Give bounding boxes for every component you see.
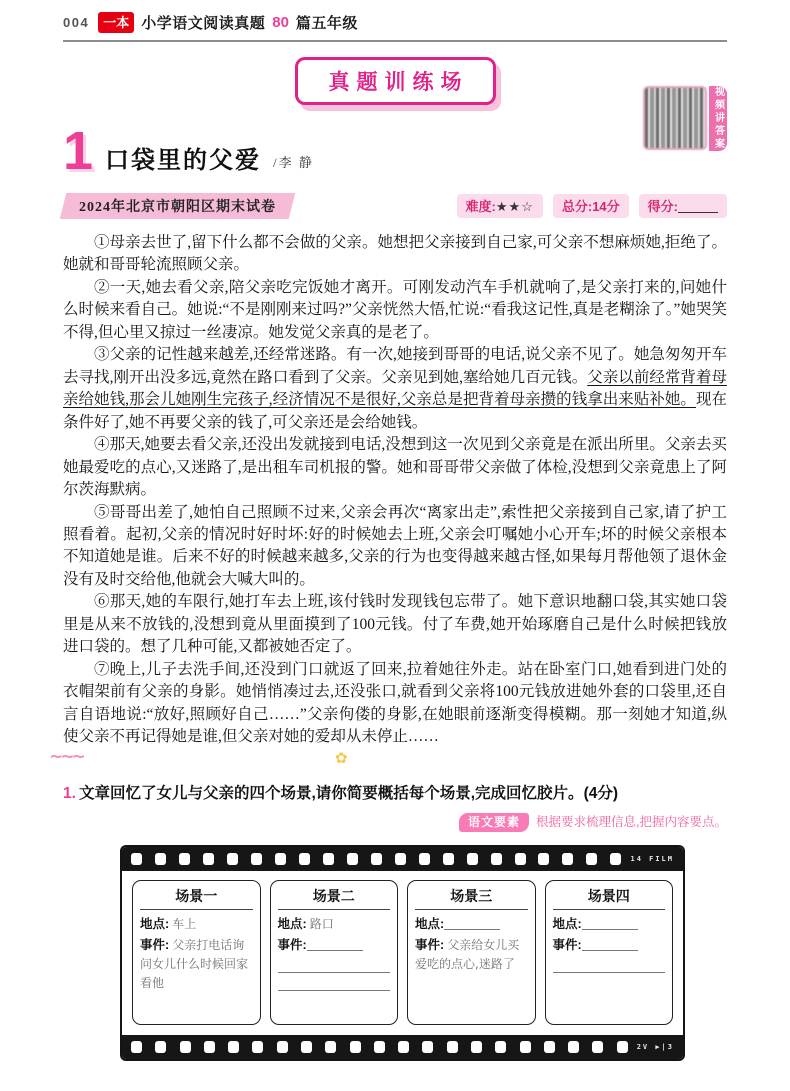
meta-row [63,193,727,219]
meta-right [457,194,727,218]
article-title: 口袋里的父爱 [105,147,262,174]
question-1 [63,781,727,803]
question-text: 文章回忆了女儿与父亲的四个场景,请你简要概括每个场景,完成回忆胶片。 [78,784,584,802]
squiggle-decoration-icon: ~~~ [49,746,83,767]
scene-card-4 [545,880,674,1025]
decoration-row [49,746,727,769]
scene-event-row [415,935,528,974]
paragraph-text: ⑥那天,她的车限行,她打车去上班,该付钱时发现钱包忘带了。她下意识地翻口袋,其实她口袋里是从来不放钱的,没想到竟从里面摸到了100元钱。付了车费,她开始琢磨自己是什么时候把钱放进口袋的。想了几种可能,又都被她否定了。 [63,593,727,656]
paragraph-1 [63,232,727,277]
paragraph-3 [63,344,727,434]
place-answer: 路口 [309,916,334,931]
article-title-row [63,121,727,181]
score-pill [639,194,727,218]
brand-logo: 一本 [98,12,134,33]
scene-card-3 [407,880,536,1025]
paragraph-text: ②一天,她去看父亲,陪父亲吃完饭她才离开。可刚发动汽车手机就响了,是父亲打来的,问她什么时候来看自己。她说:“不是刚刚来过吗?”父亲恍然大悟,忙说:“看我这记性,真是老糊涂了。”她哭笑不得,但心里又掠过一丝凄凉。她发觉父亲真的是老了。 [63,278,727,341]
article-body [63,232,727,749]
exam-source-tag [60,193,295,219]
flower-decoration-icon: ✿ [335,750,348,767]
difficulty-pill [457,194,543,218]
scene-place-row [553,914,666,934]
qr-block [643,86,727,151]
paragraph-text: ⑤哥哥出差了,她怕自己照顾不过来,父亲会再次“离家出走”,索性把父亲接到自己家,请了护工照看着。起初,父亲的情况时好时坏:好的时候她去上班,父亲会叮嘱她小心开车;坏的时候父亲根本不知道她是谁。后来不好的时候越来越多,父亲的行为也变得越来越古怪,如果每月帮他领了退休金没有及时交给他,他就会大喊大叫的。 [63,503,727,588]
difficulty-label: 难度: [465,198,496,214]
answer-blank-line [278,974,391,991]
question-number: 1. [63,784,76,802]
filmstrip-top-bar [122,847,683,871]
place-label: 地点: [277,916,307,931]
answer-blank-line [553,956,666,973]
sprocket-holes [131,853,621,865]
place-label: 地点: [415,916,445,931]
paragraph-text: ④那天,她要去看父亲,还没出发就接到电话,没想到这一次见到父亲竟是在派出所里。父亲去买她最爱吃的点心,又迷路了,是出租车司机报的警。她和哥哥带父亲做了体检,没想到父亲竟患上了阿尔茨海默病。 [63,436,727,499]
filmstrip-body [122,871,683,1035]
video-answer-tab: 视频讲答案 [709,86,727,151]
section-banner: 真题训练场 [295,57,496,105]
filmstrip-bottom-bar [122,1035,683,1059]
place-answer: 车上 [172,916,197,931]
answer-blank [307,939,363,951]
event-label: 事件: [415,938,445,953]
scene-event-row [278,935,391,955]
place-label: 地点: [140,916,170,931]
scene-event-row [140,935,253,992]
event-label: 事件: [140,938,170,953]
filmstrip [120,845,685,1061]
total-score-pill: 总分:14分 [553,194,629,218]
article-author: /李 静 [273,154,314,170]
article-number: 1 [63,121,94,181]
answer-blank [582,918,638,930]
scene-place-row [415,914,528,934]
answer-blank [582,939,638,951]
book-grade: 篇五年级 [295,15,358,32]
event-label: 事件: [552,938,582,953]
scene-place-row [140,914,253,934]
answer-blank [444,918,500,930]
film-bottom-label: 2V ▶|3 [636,1042,674,1051]
scene-event-row [553,935,666,955]
film-top-label: 14 FILM [630,854,674,863]
sprocket-holes [131,1041,628,1053]
answer-blank-line [278,956,391,973]
paragraph-4 [63,434,727,501]
scene-title: 场景四 [553,886,666,910]
header-divider [63,40,727,42]
score-blank [678,201,718,213]
note-text: 根据要求梳理信息,把握内容要点。 [536,814,727,829]
scene-title: 场景二 [278,886,391,910]
paragraph-7 [63,659,727,749]
question-points: (4分) [583,784,619,802]
scene-title: 场景三 [415,886,528,910]
paragraph-2 [63,277,727,344]
exam-source-text: 2024年北京市朝阳区期末试卷 [79,199,276,215]
qr-code [643,86,707,150]
paragraph-text: ③父亲的记性越来越差,还经常迷路。有一次,她接到哥哥的电话,说父亲不见了。她急匆匆开车去寻找,刚开出没多远,竟然在路口看到了父亲。父亲见到她,塞给她几百元钱。 [63,346,727,386]
event-answer: 父亲打电话询问女儿什么时候回家看他 [140,938,249,990]
place-label: 地点: [552,916,582,931]
score-label: 得分: [647,198,678,214]
book-series-count: 80 [272,14,289,31]
underlined-passage: 父亲以前经常背着母亲给她钱,那会儿她刚生完孩子,经济情况不是很好,父亲总是把背着母亲攒的钱拿出来贴补她。 [63,368,727,409]
paragraph-text: ⑦晚上,儿子去洗手间,还没到门口就返了回来,拉着她往外走。站在卧室门口,她看到进门处的衣帽架前有父亲的身影。她悄悄凑过去,还没张口,就看到父亲将100元钱放进她外套的口袋里,还自言自语地说:“放好,照顾好自己……”父亲佝偻的身影,在她眼前逐渐变得模糊。那一刻她才知道,纵使父亲不再记得她是谁,但父亲对她的爱却从未停止…… [63,660,727,746]
note-row [63,812,727,831]
paragraph-5 [63,502,727,592]
event-answer: 父亲给女儿买爱吃的点心,迷路了 [415,938,520,972]
event-label: 事件: [277,938,307,953]
page-number: 004 [63,15,90,30]
difficulty-stars: ★★☆ [495,198,534,214]
scene-title: 场景一 [140,886,253,910]
paragraph-text: 现在条件好了,她不再要父亲的钱了,可父亲还是会给她钱。 [63,391,727,431]
book-title: 小学语文阅读真题 [141,15,266,32]
note-badge: 语文要素 [459,813,529,832]
scene-card-1 [132,880,261,1025]
scene-place-row [278,914,391,934]
page-header [0,0,790,40]
scene-card-2 [270,880,399,1025]
paragraph-text: ①母亲去世了,留下什么都不会做的父亲。她想把父亲接到自己家,可父亲不想麻烦她,拒绝了。她就和哥哥轮流照顾父亲。 [63,233,727,274]
paragraph-6 [63,591,727,658]
